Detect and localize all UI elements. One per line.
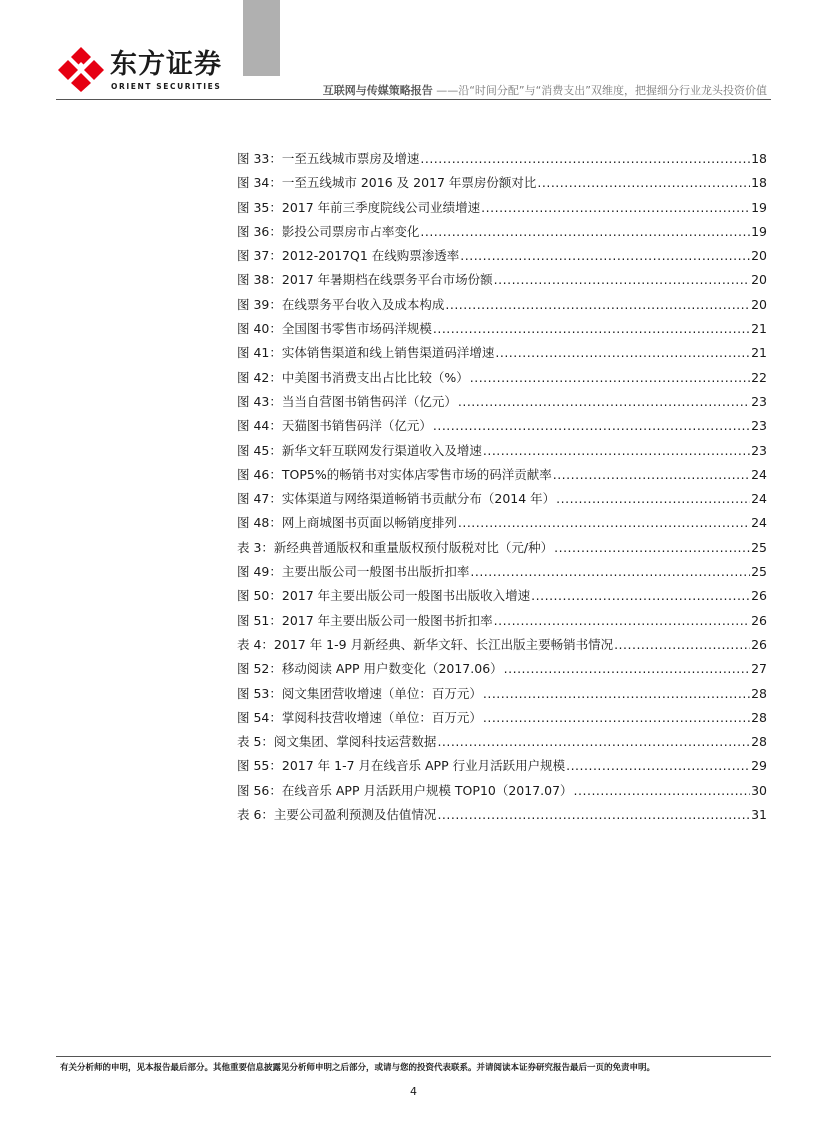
toc-dot-leader [483, 709, 750, 727]
toc-entry-page: 26 [751, 588, 767, 604]
toc-entry-page: 26 [751, 612, 767, 628]
toc-entry-page: 24 [751, 491, 767, 507]
toc-entry[interactable] [237, 685, 767, 709]
toc-dot-leader [504, 660, 750, 678]
toc-dot-leader [494, 612, 750, 630]
toc-entry-label: 图 45：新华文轩互联网发行渠道收入及增速 [237, 442, 482, 458]
toc-entry[interactable] [237, 563, 767, 587]
toc-entry-page: 20 [751, 248, 767, 264]
toc-entry[interactable] [237, 612, 767, 636]
toc-entry[interactable] [237, 490, 767, 514]
toc-dot-leader [437, 806, 750, 824]
toc-entry-page: 25 [751, 539, 767, 555]
company-logo [56, 46, 221, 96]
toc-entry-page: 23 [751, 418, 767, 434]
toc-dot-leader [445, 296, 750, 314]
toc-entry[interactable] [237, 733, 767, 757]
toc-entry[interactable] [237, 174, 767, 198]
header-gray-tab [243, 0, 280, 76]
toc-dot-leader [470, 369, 750, 387]
figure-table-list [237, 150, 767, 830]
toc-entry-label: 表 5：阅文集团、掌阅科技运营数据 [237, 734, 437, 750]
toc-entry-page: 20 [751, 272, 767, 288]
toc-entry-page: 25 [751, 564, 767, 580]
toc-entry-page: 18 [751, 151, 767, 166]
toc-entry[interactable] [237, 247, 767, 271]
toc-entry-page: 26 [751, 636, 767, 652]
toc-entry-page: 21 [751, 345, 767, 361]
toc-entry-label: 图 38：2017 年暑期档在线票务平台市场份额 [237, 272, 493, 288]
toc-entry-page: 24 [751, 515, 767, 531]
toc-dot-leader [483, 442, 750, 460]
toc-entry-label: 图 53：阅文集团营收增速（单位：百万元） [237, 685, 482, 701]
toc-entry-label: 图 56：在线音乐 APP 月活跃用户规模 TOP10（2017.07） [237, 782, 573, 798]
toc-entry[interactable] [237, 442, 767, 466]
toc-dot-leader [553, 466, 750, 484]
toc-entry[interactable] [237, 344, 767, 368]
toc-entry[interactable] [237, 271, 767, 295]
toc-entry[interactable] [237, 417, 767, 441]
toc-dot-leader [483, 685, 750, 703]
toc-dot-leader [537, 174, 750, 192]
toc-entry[interactable] [237, 514, 767, 538]
toc-entry[interactable] [237, 369, 767, 393]
report-header-title [323, 82, 767, 98]
toc-entry-page: 20 [751, 296, 767, 312]
toc-entry-label: 表 4：2017 年 1-9 月新经典、新华文轩、长江出版主要畅销书情况 [237, 636, 614, 652]
toc-entry-label: 图 54：掌阅科技营收增速（单位：百万元） [237, 709, 482, 725]
toc-entry-label: 图 51：2017 年主要出版公司一般图书折扣率 [237, 612, 493, 628]
toc-entry[interactable] [237, 587, 767, 611]
header-divider [56, 99, 771, 100]
toc-entry-page: 28 [751, 685, 767, 701]
toc-entry-page: 19 [751, 199, 767, 215]
toc-dot-leader [420, 150, 750, 168]
toc-entry-label: 图 40：全国图书零售市场码洋规模 [237, 321, 432, 337]
toc-entry-page: 28 [751, 709, 767, 725]
toc-entry-page: 24 [751, 466, 767, 482]
toc-entry-label: 图 44：天猫图书销售码洋（亿元） [237, 418, 432, 434]
toc-entry-label: 图 39：在线票务平台收入及成本构成 [237, 296, 445, 312]
toc-entry-page: 30 [751, 782, 767, 798]
toc-entry-label: 图 52：移动阅读 APP 用户数变化（2017.06） [237, 661, 503, 677]
toc-entry-label: 图 49：主要出版公司一般图书出版折扣率 [237, 564, 470, 580]
toc-entry-label: 图 34：一至五线城市 2016 及 2017 年票房份额对比 [237, 175, 537, 191]
toc-entry[interactable] [237, 393, 767, 417]
toc-entry-page: 29 [751, 758, 767, 774]
toc-entry-label: 图 48：网上商城图书页面以畅销度排列 [237, 515, 457, 531]
toc-entry[interactable] [237, 757, 767, 781]
toc-entry[interactable] [237, 320, 767, 344]
toc-dot-leader [458, 514, 750, 532]
toc-entry[interactable] [237, 539, 767, 563]
toc-entry-page: 31 [751, 807, 767, 823]
toc-dot-leader [433, 417, 750, 435]
toc-entry-page: 22 [751, 369, 767, 385]
toc-dot-leader [458, 393, 750, 411]
toc-entry-label: 图 50：2017 年主要出版公司一般图书出版收入增速 [237, 588, 531, 604]
toc-dot-leader [420, 223, 750, 241]
toc-entry-page: 23 [751, 393, 767, 409]
toc-entry[interactable] [237, 296, 767, 320]
page-number: 4 [410, 1085, 417, 1098]
toc-entry[interactable] [237, 466, 767, 490]
toc-dot-leader [531, 587, 750, 605]
orient-securities-logo-icon [56, 46, 106, 92]
toc-entry-page: 19 [751, 223, 767, 239]
report-title: ——沿“时间分配”与“消费支出”双维度，把握细分行业龙头投资价值 [432, 84, 767, 97]
toc-entry-label: 图 36：影投公司票房市占率变化 [237, 223, 420, 239]
toc-dot-leader [495, 344, 750, 362]
toc-dot-leader [433, 320, 750, 338]
toc-entry[interactable] [237, 709, 767, 733]
toc-dot-leader [554, 539, 750, 557]
toc-entry[interactable] [237, 782, 767, 806]
toc-entry-label: 表 6：主要公司盈利预测及估值情况 [237, 807, 437, 823]
toc-entry-page: 18 [751, 175, 767, 191]
toc-entry[interactable] [237, 150, 767, 174]
toc-entry[interactable] [237, 199, 767, 223]
toc-entry-label: 图 46：TOP5%的畅销书对实体店零售市场的码洋贡献率 [237, 466, 552, 482]
toc-entry-page: 27 [751, 661, 767, 677]
toc-dot-leader [437, 733, 750, 751]
toc-dot-leader [556, 490, 750, 508]
toc-entry-label: 图 43：当当自营图书销售码洋（亿元） [237, 393, 457, 409]
report-category: 互联网与传媒策略报告 [322, 84, 433, 97]
toc-entry-label: 表 3：新经典普通版权和重量版权预付版税对比（元/种） [237, 539, 554, 555]
footer-divider [56, 1056, 771, 1057]
toc-dot-leader [574, 782, 751, 800]
toc-entry-label: 图 33：一至五线城市票房及增速 [237, 151, 420, 166]
toc-dot-leader [494, 271, 750, 289]
toc-entry[interactable] [237, 636, 767, 660]
toc-entry-page: 28 [751, 734, 767, 750]
toc-entry[interactable] [237, 660, 767, 684]
toc-dot-leader [470, 563, 750, 581]
toc-entry-page: 23 [751, 442, 767, 458]
toc-entry-page: 21 [751, 321, 767, 337]
toc-entry-label: 图 41：实体销售渠道和线上销售渠道码洋增速 [237, 345, 495, 361]
toc-dot-leader [481, 199, 750, 217]
logo-english-name: ORIENT SECURITIES [111, 82, 222, 91]
toc-entry[interactable] [237, 223, 767, 247]
disclaimer-text: 有关分析师的申明，见本报告最后部分。其他重要信息披露见分析师申明之后部分，或请与您的投资代表联系。并请阅读本证券研究报告最后一页的免责申明。 [60, 1063, 656, 1073]
toc-dot-leader [460, 247, 750, 265]
toc-entry-label: 图 47：实体渠道与网络渠道畅销书贡献分布（2014 年） [237, 491, 556, 507]
toc-dot-leader [614, 636, 750, 654]
logo-chinese-name: 东方证券 [110, 49, 222, 80]
toc-entry-label: 图 35：2017 年前三季度院线公司业绩增速 [237, 199, 481, 215]
toc-entry-label: 图 37：2012-2017Q1 在线购票渗透率 [237, 248, 460, 264]
toc-entry-label: 图 42：中美图书消费支出占比比较（%） [237, 369, 469, 385]
toc-dot-leader [566, 757, 750, 775]
toc-entry-label: 图 55：2017 年 1-7 月在线音乐 APP 行业月活跃用户规模 [237, 758, 566, 774]
toc-entry[interactable] [237, 806, 767, 830]
